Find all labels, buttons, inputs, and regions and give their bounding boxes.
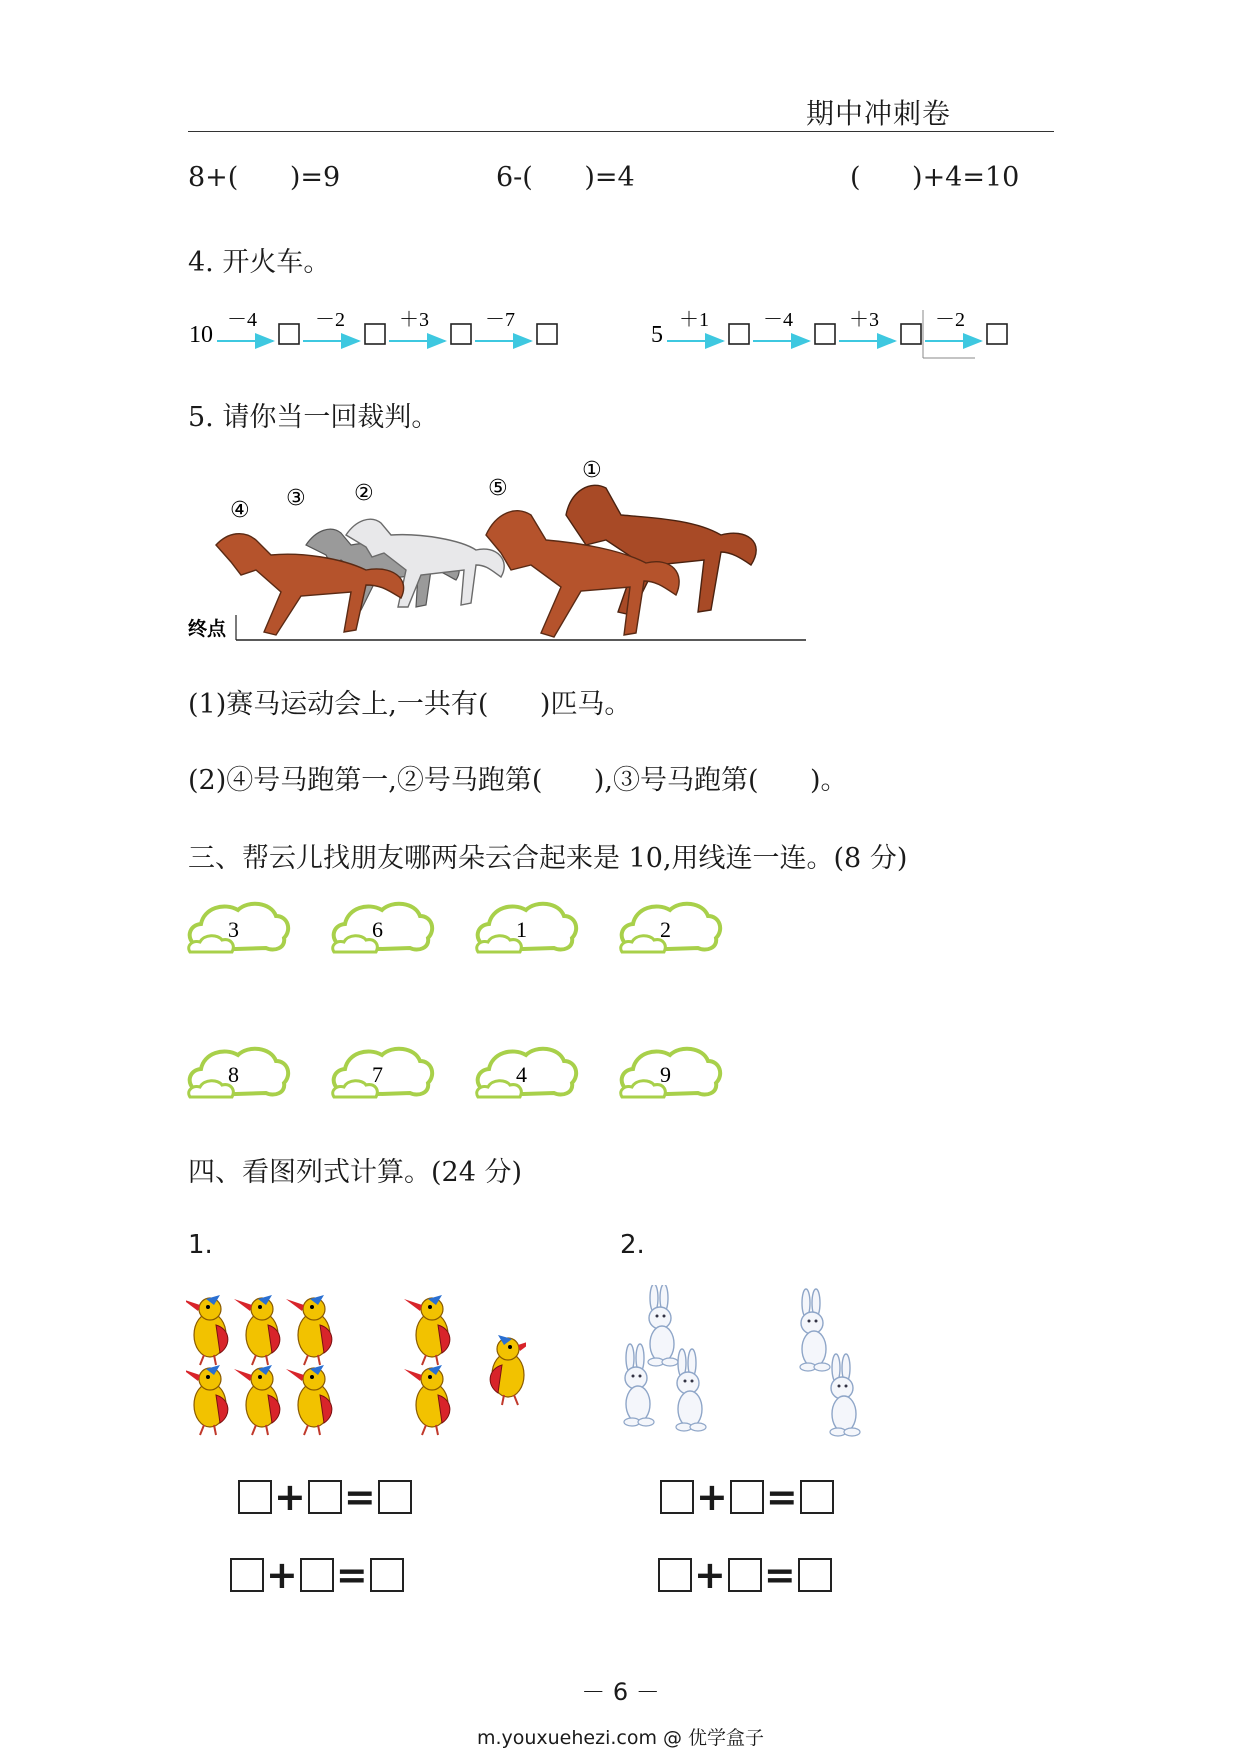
bird-icon	[404, 1365, 450, 1435]
answer-equation-2a	[660, 1475, 834, 1519]
answer-box[interactable]	[308, 1480, 342, 1514]
q5-sub2: (2)④号马跑第一,②号马跑第( ),③号马跑第( )。	[188, 765, 848, 796]
train1-op-2: －2	[315, 309, 345, 331]
answer-box	[365, 324, 385, 344]
train1-start: 10	[189, 322, 213, 348]
bird-icon	[186, 1365, 228, 1435]
bird-icon	[234, 1365, 280, 1435]
cloud-matching	[186, 900, 746, 1115]
section3-title: 三、帮云儿找朋友哪两朵云合起来是 10,用线连一连。(8 分)	[188, 843, 908, 874]
answer-box[interactable]	[728, 1558, 762, 1592]
train1-op-3: ＋3	[399, 309, 429, 331]
train2-arrow-3	[839, 309, 921, 344]
cloud-row1-3: 1	[516, 917, 527, 942]
q5-title: 5. 请你当一回裁判。	[188, 402, 439, 433]
equals-sign: =	[343, 1475, 376, 1519]
footer-link[interactable]: m.youxuehezi.com @ 优学盒子	[476, 1727, 765, 1749]
train1-op-1: －4	[227, 309, 257, 331]
problem-1-label: 1.	[188, 1230, 213, 1260]
q4-title: 4. 开火车。	[188, 247, 331, 278]
birds-illustration	[186, 1290, 526, 1450]
cloud-row2-1: 8	[228, 1062, 239, 1087]
header-title: 期中冲刺卷	[805, 97, 951, 130]
q5-sub1: (1)赛马运动会上,一共有( )匹马。	[188, 689, 632, 720]
plus-sign: +	[274, 1475, 306, 1519]
bird-icon	[490, 1335, 526, 1405]
cloud-row1-1: 3	[228, 917, 239, 942]
plus-sign: +	[696, 1475, 728, 1519]
finish-label: 终点	[188, 618, 227, 640]
answer-box	[815, 324, 835, 344]
train2-arrow-2	[753, 309, 835, 344]
rabbits-illustration	[618, 1285, 898, 1455]
train1-arrow-2	[303, 309, 385, 344]
answer-box[interactable]	[378, 1480, 412, 1514]
bird-icon	[404, 1295, 450, 1365]
answer-box[interactable]	[800, 1480, 834, 1514]
answer-box	[537, 324, 557, 344]
horse-label-2: ②	[354, 481, 374, 506]
train2-op-4: －2	[935, 309, 965, 331]
train1-arrow-3	[389, 309, 471, 344]
train2-op-1: ＋1	[679, 309, 709, 331]
equals-sign: =	[763, 1553, 796, 1597]
bird-icon	[286, 1365, 332, 1435]
train2-op-2: －4	[763, 309, 793, 331]
rabbit-icon	[830, 1354, 860, 1436]
cloud-row2-3: 4	[516, 1062, 527, 1087]
cloud-row1-4: 2	[660, 917, 671, 942]
train2-arrow-4	[923, 309, 1007, 358]
train-diagrams	[185, 300, 1085, 360]
answer-equation-1a	[238, 1475, 412, 1519]
equation-1: 8+( )=9	[188, 162, 341, 193]
answer-box	[451, 324, 471, 344]
train1-arrow-1	[217, 309, 299, 344]
answer-box[interactable]	[300, 1558, 334, 1592]
answer-box[interactable]	[238, 1480, 272, 1514]
train1-op-4: －7	[485, 309, 515, 331]
answer-box[interactable]	[658, 1558, 692, 1592]
header-divider	[188, 131, 1054, 132]
train2-start: 5	[651, 322, 663, 348]
answer-box	[279, 324, 299, 344]
equation-2: 6-( )=4	[496, 162, 635, 193]
page-number: － 6 －	[581, 1678, 660, 1706]
rabbit-icon	[800, 1289, 830, 1371]
horse-label-3: ③	[286, 486, 306, 511]
answer-box	[901, 324, 921, 344]
answer-box	[987, 324, 1007, 344]
horse-label-5: ⑤	[488, 476, 508, 501]
answer-box[interactable]	[370, 1558, 404, 1592]
answer-equation-2b	[658, 1553, 832, 1597]
answer-box[interactable]	[730, 1480, 764, 1514]
cloud-row2-4: 9	[660, 1062, 671, 1087]
equals-sign: =	[765, 1475, 798, 1519]
problem-2-label: 2.	[620, 1230, 645, 1260]
answer-box	[729, 324, 749, 344]
bird-icon	[234, 1295, 280, 1365]
horse-label-4: ④	[230, 498, 250, 523]
bird-icon	[286, 1295, 332, 1365]
plus-sign: +	[694, 1553, 726, 1597]
train2-arrow-1	[667, 309, 749, 344]
section4-title: 四、看图列式计算。(24 分)	[188, 1157, 523, 1188]
train1-arrow-4	[475, 309, 557, 344]
answer-box[interactable]	[660, 1480, 694, 1514]
bird-icon	[186, 1295, 228, 1365]
cloud-row2-2: 7	[372, 1062, 383, 1087]
cloud-row1-2: 6	[372, 917, 383, 942]
rabbit-icon	[676, 1349, 706, 1431]
equation-3: ( )+4=10	[850, 162, 1020, 193]
rabbit-icon	[648, 1285, 678, 1366]
answer-equation-1b	[230, 1553, 404, 1597]
plus-sign: +	[266, 1553, 298, 1597]
horse-race-illustration	[186, 455, 816, 645]
equals-sign: =	[335, 1553, 368, 1597]
answer-box[interactable]	[230, 1558, 264, 1592]
answer-box[interactable]	[798, 1558, 832, 1592]
rabbit-icon	[624, 1344, 654, 1426]
horse-label-1: ①	[582, 458, 602, 483]
train2-op-3: ＋3	[849, 309, 879, 331]
